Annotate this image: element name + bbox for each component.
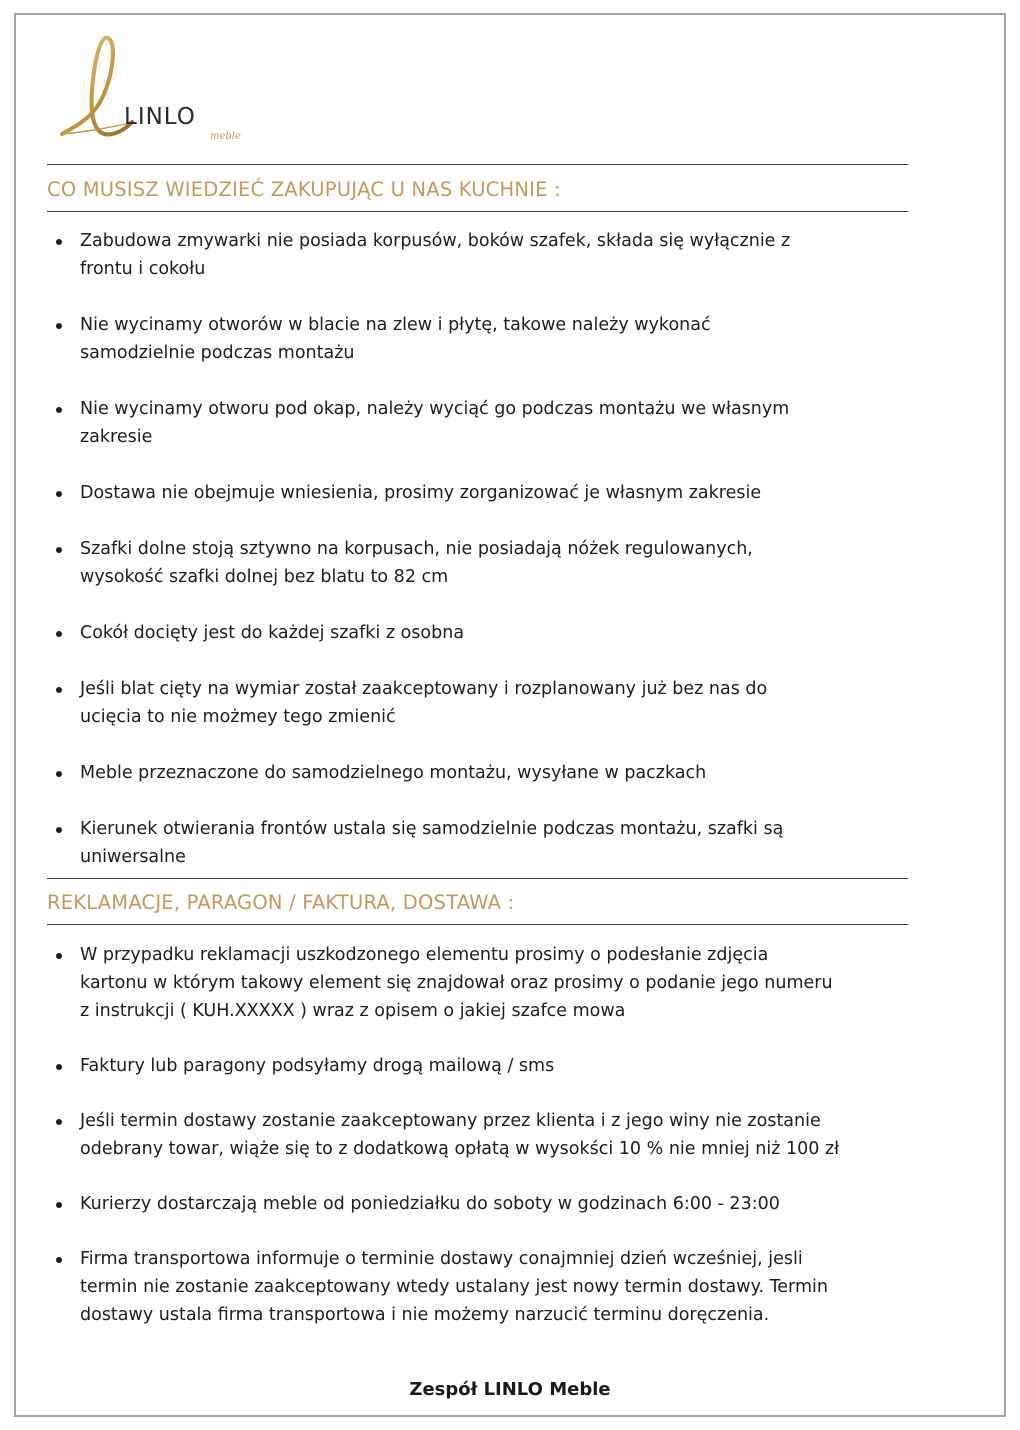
- bullet-icon: [56, 631, 62, 637]
- divider-top: [47, 164, 908, 165]
- bullet-icon: [56, 687, 62, 693]
- section-title-kitchen: CO MUSISZ WIEDZIEĆ ZAKUPUJĄC U NAS KUCHNIE :: [47, 178, 561, 201]
- list-item: [47, 535, 927, 591]
- list-item: [47, 395, 927, 451]
- list-item-text: Kurierzy dostarczają meble od poniedziałku do soboty w godzinach 6:00 - 23:00: [80, 1194, 780, 1214]
- list-item: [47, 941, 967, 1025]
- bullet-icon: [56, 771, 62, 777]
- divider: [47, 924, 908, 925]
- list-item: [47, 1190, 967, 1218]
- list-item-text: W przypadku reklamacji uszkodzonego elementu prosimy o podesłanie zdjęcia kartonu w którym takowy element się znajdował oraz prosimy o podanie jego numeru z instrukcji ( KUH.XXXXX ) wraz z opisem o jakiej szafce mowa: [80, 945, 833, 1021]
- footer-signature: Zespół LINLO Meble: [409, 1379, 611, 1400]
- list-item-text: Nie wycinamy otworu pod okap, należy wyciąć go podczas montażu we własnym zakresie: [80, 399, 790, 447]
- list-item-text: Zabudowa zmywarki nie posiada korpusów, boków szafek, składa się wyłącznie z frontu i cokołu: [80, 231, 791, 279]
- bullet-icon: [56, 323, 62, 329]
- list-item: [47, 619, 927, 647]
- bullet-icon: [56, 1064, 62, 1070]
- list-item: [47, 1107, 967, 1163]
- list-item: [47, 815, 927, 871]
- bullet-icon: [56, 1202, 62, 1208]
- list-item-text: Firma transportowa informuje o terminie dostawy conajmniej dzień wcześniej, jesli termin nie zostanie zaakceptowany wtedy ustalany jest nowy termin dostawy. Termin dostawy ustala firma transportowa i nie możemy narzucić terminu doręczenia.: [80, 1249, 828, 1325]
- linlo-logo: [56, 34, 256, 146]
- section-title-complaints: REKLAMACJE, PARAGON / FAKTURA, DOSTAWA :: [47, 891, 515, 914]
- bullet-icon: [56, 407, 62, 413]
- bullet-icon: [56, 491, 62, 497]
- bullet-icon: [56, 827, 62, 833]
- list-item-text: Jeśli blat cięty na wymiar został zaakceptowany i rozplanowany już bez nas do ucięcia to nie możmey tego zmienić: [80, 679, 768, 727]
- list-item-text: Meble przeznaczone do samodzielnego montażu, wysyłane w paczkach: [80, 763, 707, 783]
- bullet-icon: [56, 239, 62, 245]
- list-item-text: Dostawa nie obejmuje wniesienia, prosimy zorganizować je własnym zakresie: [80, 483, 762, 503]
- logo-wordmark: LINLO: [124, 104, 196, 130]
- list-item: [47, 311, 927, 367]
- bullet-icon: [56, 547, 62, 553]
- complaints-info-list: [47, 941, 967, 1329]
- list-item: [47, 675, 927, 731]
- list-item: [47, 227, 927, 283]
- bullet-icon: [56, 953, 62, 959]
- list-item-text: Faktury lub paragony podsyłamy drogą mailową / sms: [80, 1056, 555, 1076]
- list-item-text: Kierunek otwierania frontów ustala się samodzielnie podczas montażu, szafki są uniwersalne: [80, 819, 784, 867]
- bullet-icon: [56, 1119, 62, 1125]
- divider: [47, 211, 908, 212]
- divider: [47, 878, 908, 879]
- kitchen-info-list: [47, 227, 927, 871]
- list-item-text: Jeśli termin dostawy zostanie zaakceptowany przez klienta i z jego winy nie zostanie odebrany towar, wiąże się to z dodatkową opłatą w wysokści 10 % nie mniej niż 100 zł: [80, 1111, 840, 1159]
- list-item-text: Cokół docięty jest do każdej szafki z osobna: [80, 623, 465, 643]
- list-item: [47, 479, 927, 507]
- logo-subword: meble: [210, 131, 241, 142]
- list-item-text: Szafki dolne stoją sztywno na korpusach, nie posiadają nóżek regulowanych, wysokość szafki dolnej bez blatu to 82 cm: [80, 539, 753, 587]
- list-item: [47, 759, 927, 787]
- bullet-icon: [56, 1257, 62, 1263]
- list-item: [47, 1052, 967, 1080]
- list-item: [47, 1245, 967, 1329]
- list-item-text: Nie wycinamy otworów w blacie na zlew i płytę, takowe należy wykonać samodzielnie podczas montażu: [80, 315, 711, 363]
